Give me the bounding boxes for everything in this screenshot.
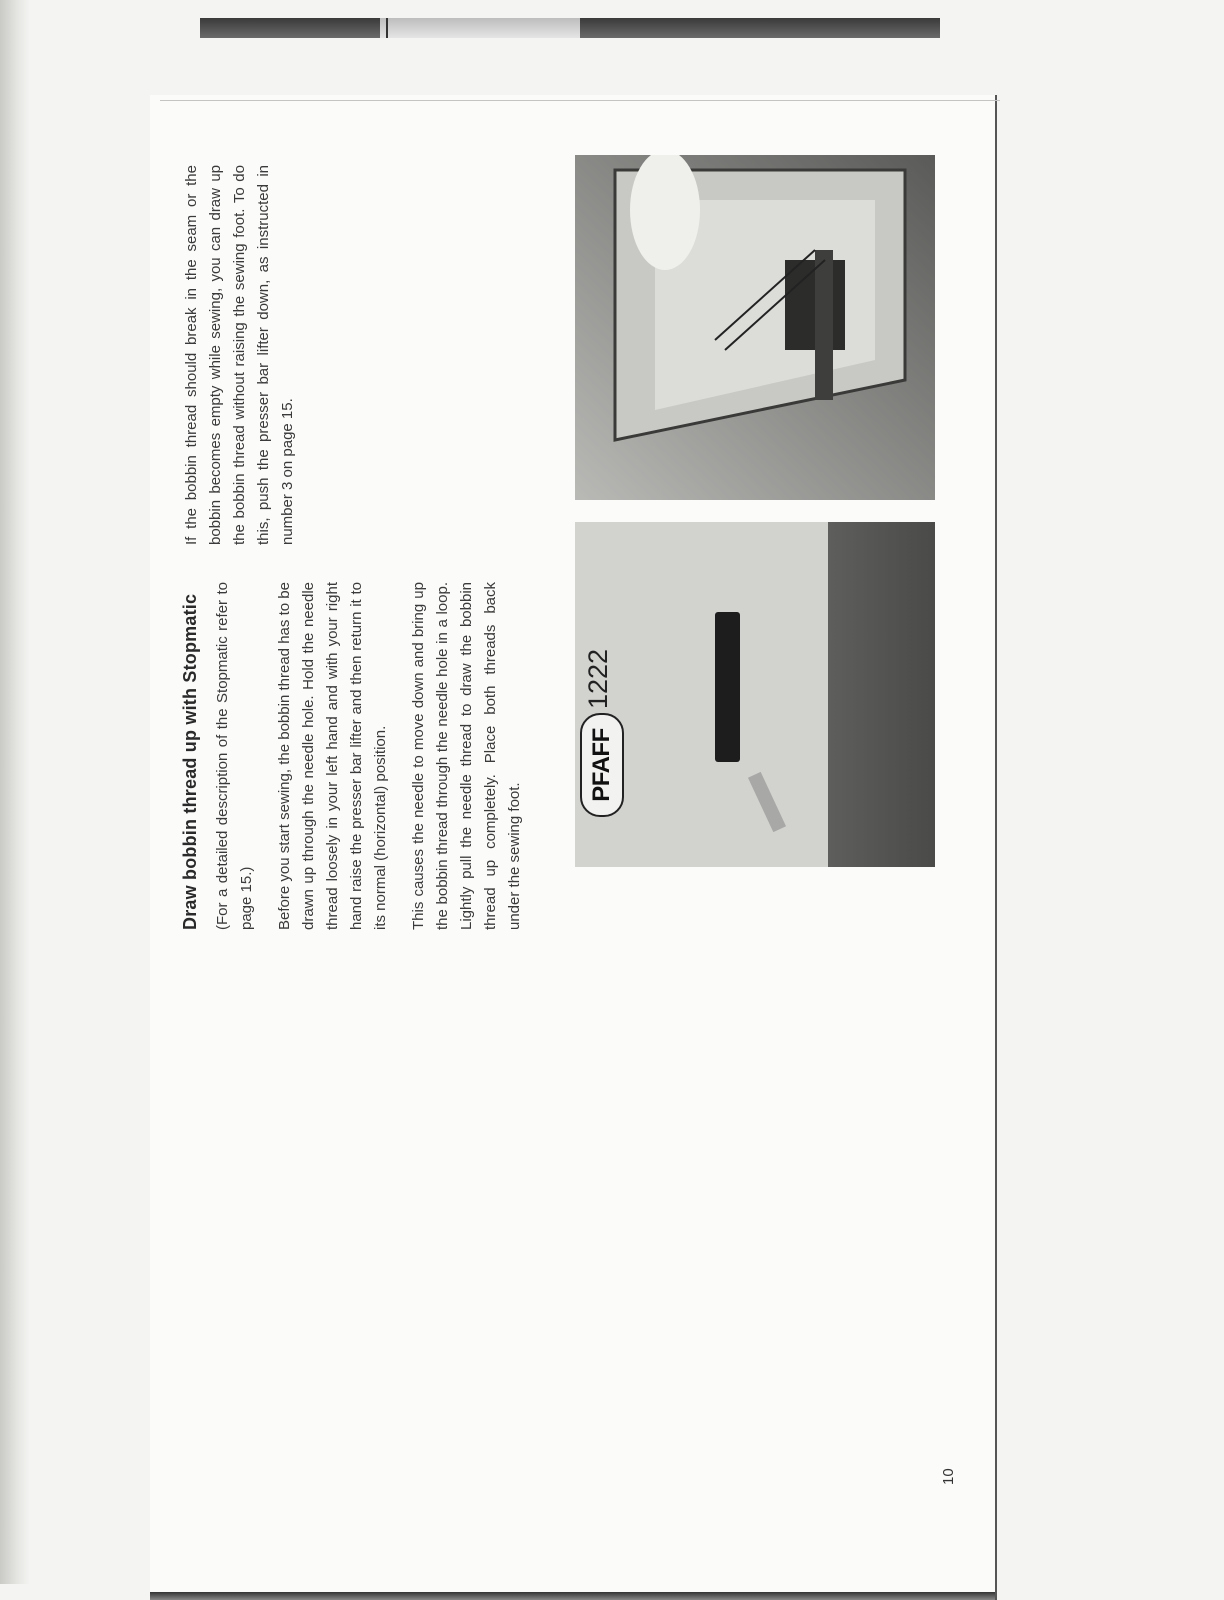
page-top-rule: [160, 100, 1000, 101]
presser-bar-lifter: [715, 612, 740, 762]
section-title: Draw bobbin thread up with Stopmatic: [180, 593, 200, 930]
binding-gap: [380, 18, 580, 38]
binding-bar: [200, 18, 940, 38]
paragraph-intro: (For a detailed description of the Stopmatic refer to page 15.): [214, 582, 255, 930]
page-number: 10: [940, 1468, 957, 1485]
paragraph-before-sewing: Before you start sewing, the bobbin thread has to be drawn up through the needle hole. Hold the needle thread loosely in your left hand and with your right hand raise the presser bar lifter and then return it to its normal (horizontal) position.: [276, 582, 389, 930]
paragraph-thread-break: If the bobbin thread should break in the seam or the bobbin becomes empty while sewing, you can draw up the bobbin thread without raising the sewing foot. To do this, push the presser bar lifter down, as instructed in number 3 on page 15.: [183, 165, 296, 545]
figure-presser-lever: [575, 522, 935, 867]
machine-body: [828, 522, 935, 867]
binding-tick: [386, 18, 388, 38]
rotated-content: [180, 140, 980, 1530]
right-text-column: [180, 165, 314, 545]
scan-edge: [0, 0, 30, 1584]
page-bottom-rule: [150, 1592, 995, 1600]
double-arrow-icon: [748, 772, 786, 832]
figure-sewing-foot-photo: [575, 155, 935, 500]
pfaff-logo: PFAFF: [580, 713, 624, 817]
paragraph-needle-loop: This causes the needle to move down and bring up the bobbin thread through the needle hole in a loop. Lightly pull the needle thread to draw the bobbin thread up completely. Place both threads back under the sewing foot.: [410, 582, 523, 930]
left-text-column: [180, 582, 541, 930]
model-number: 1222: [583, 648, 613, 709]
photo-sewing-foot: [575, 155, 935, 500]
